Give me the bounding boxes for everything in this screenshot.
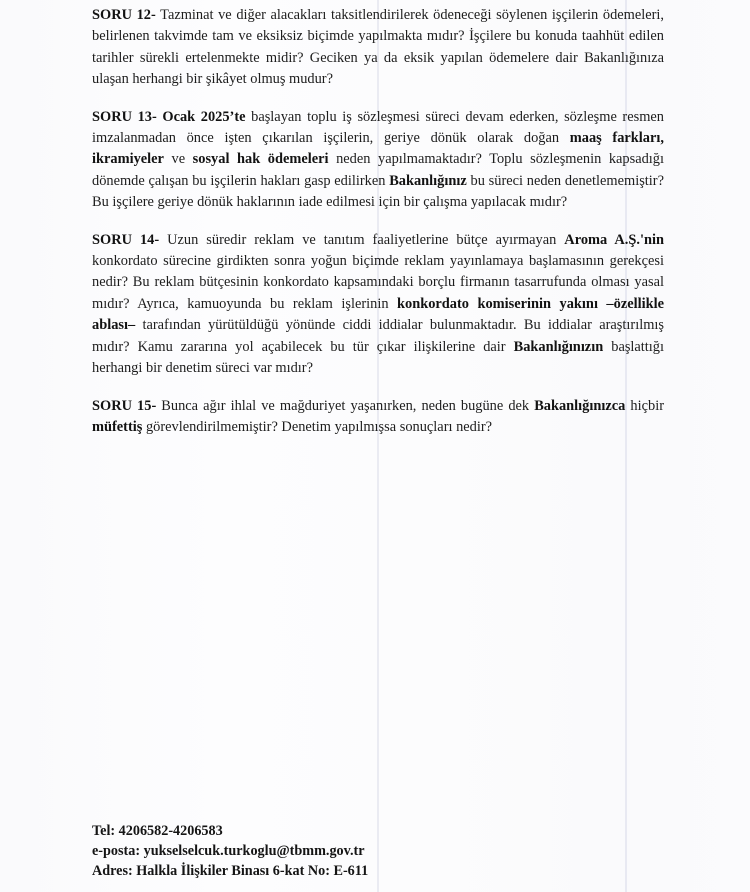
body-text: görevlendirilmemiştir? Denetim yapılmışsa sonuçları nedir?	[142, 418, 493, 435]
body-text: başlayan toplu iş sözleşmesi süreci devam ederken, sözleşme resmen imzalanmadan önce işten çıkarılan işçilerin, geriye dönük olarak doğan	[92, 108, 664, 147]
question-15	[92, 396, 664, 439]
body-text: Bunca ağır ihlal ve mağduriyet yaşanırken, neden bugüne dek	[156, 397, 535, 414]
body-text: ve	[163, 151, 193, 168]
bold-text: SORU 13- Ocak 2025’te	[92, 108, 246, 125]
body-text: konkordato sürecine girdikten sonra yoğun biçimde reklam yayınlamaya başlamasının gerekçesi nedir? Bu reklam bütçesinin konkordato kapsamındaki borçlu firmanın tasarrufunda olması yasal mıdır? Ayrıca, kamuoyunda bu reklam işlerinin	[92, 253, 664, 312]
bold-text: müfettiş	[92, 418, 143, 435]
bold-text: konkordato komiserinin yakını –özellikle ablası–	[92, 295, 664, 334]
bold-text: sosyal hak ödemeleri	[192, 151, 329, 168]
body-text: neden yapılmamaktadır? Toplu sözleşmenin kapsadığı dönemde çalışan bu işçilerin hakları gasp edilirken	[92, 151, 664, 189]
contact-footer	[92, 821, 652, 881]
question-12	[92, 5, 664, 91]
body-text: tarafından yürütüldüğü yönünde ciddi iddialar bulunmaktadır. Bu iddialar araştırılmış mıdır? Kamu zararına yol açabilecek bu tür çıkar ilişkilerine dair	[92, 317, 664, 355]
body-text: başlattığı herhangi bir denetim süreci var mıdır?	[92, 338, 664, 377]
body-text: Tazminat ve diğer alacakları taksitlendirilerek ödeneceği söylenen işçilerin ödemeleri, belirlenen takvimde tam ve eksiksiz biçimde yapılmakta mıdır? İşçilere bu konuda taahhüt edilen tarihler sürekli ertelenmekte midir? Geciken ya da eksik yapılan ödemelere dair Bakanlığınıza ulaşan herhangi bir şikâyet olmuş mudur?	[92, 7, 664, 88]
question-13	[92, 107, 664, 214]
footer-address: Adres: Halkla İlişkiler Binası 6-kat No: E-611	[92, 863, 369, 879]
body-text: hiçbir	[625, 397, 664, 414]
bold-text: maaş farkları, ikramiyeler	[92, 130, 664, 168]
footer-telephone: Tel: 4206582-4206583	[92, 823, 223, 839]
body-text: Uzun süredir reklam ve tanıtım faaliyetlerine bütçe ayırmayan	[159, 231, 565, 248]
bold-text: SORU 12-	[92, 7, 156, 23]
footer-email: e-posta: yukselselcuk.turkoglu@tbmm.gov.tr	[92, 843, 365, 859]
question-14	[92, 230, 664, 380]
bold-text: Bakanlığınızca	[534, 397, 626, 414]
bold-text: Bakanlığınızın	[513, 338, 604, 355]
bold-text: SORU 14-	[92, 231, 160, 248]
bold-text: Aroma A.Ş.'nin	[564, 231, 664, 248]
bold-text: SORU 15-	[92, 397, 157, 414]
body-text: bu süreci neden denetlememiştir? Bu işçilere geriye dönük haklarının iade edilmesi için bir çalışma yapılacak mıdır?	[92, 172, 664, 211]
question-paragraphs	[92, 5, 664, 454]
bold-text: Bakanlığınız	[389, 172, 467, 189]
